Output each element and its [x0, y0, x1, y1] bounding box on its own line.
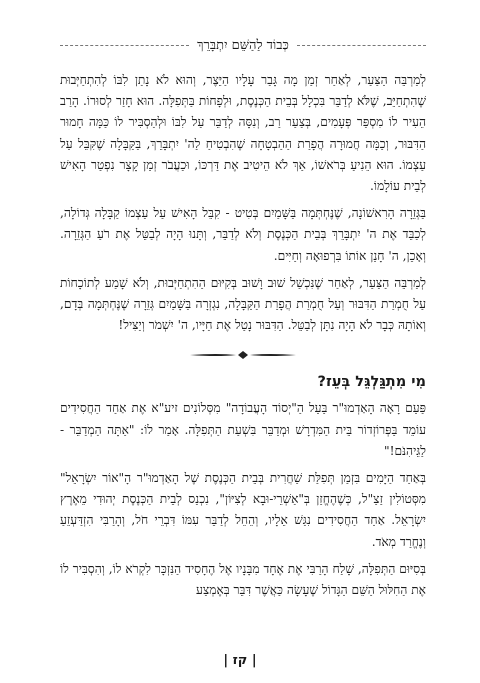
- page-number: | קז |: [223, 652, 257, 668]
- page-footer: [0, 648, 480, 672]
- header-rule-right: [297, 45, 426, 46]
- header-rule-left: [60, 45, 189, 46]
- paragraph: בְּסִיּוּם הַתְּפִלָּה, שָׁלַח הָרַבִּי אֶת אֶחָד מִבָּנָיו אֶל הֶחָסִיד הַנִּזְכָּר לִקְרֹא לוֹ, וְהִסְבִּיר לוֹ אֶת הַחִלּוּל הַשֵּׁם הַגָּדוֹל שֶׁעָשָׂה כַּאֲשֶׁר דִּבֵּר בְּאֶמְצַע: [60, 561, 426, 598]
- running-title: כְּבוֹד לַהַשֵּׁם יִתְבָּרֵךְ: [197, 38, 289, 53]
- divider-flourish-icon: [188, 350, 298, 360]
- page-body: [60, 70, 426, 607]
- paragraph: בְּאַחַד הַיָּמִים בִּזְמַן תְּפִלַּת שַׁחֲרִית בְּבֵית הַכְּנֶסֶת שֶׁל הָאַדְמוּ"ר הָ"אוֹר יִשְׂרָאֵל" מִסְּטוֹלִין זַצַ"ל, כְּשֶׁהֶחֱזַן בְּ"אַשְׁרֵי-וּבָא לְצִיּוֹן", נִכְנַס לְבֵית הַכְּנֶסֶת יְהוּדִי מֵאֶרֶץ יִשְׂרָאֵל. אַחַד הַחֲסִידִים נִגַּשׁ אֵלָיו, וְהֵחֵל לְדַבֵּר עִמּוֹ דִּבְרֵי חֹל, וְהָרַבִּי הִזְדַּעְזֵעַ וְנֶחֱרַד מְאֹד.: [60, 471, 426, 549]
- section-divider-ornament: [60, 344, 426, 366]
- paragraph: פַּעַם רָאָה הָאַדְמוּ"ר בַּעַל הַ"יְסוֹד הָעֲבוֹדָה" מִסְּלוֹנִים זיע"א אֶת אַחַד הַחֲסִידִים עוֹמֵד בַּפְּרוֹזְדוֹר בֵּית הַמִּדְרָשׁ וּמְדַבֵּר בִּשְׁעַת הַתְּפִלָּה. אָמַר לוֹ: "אַתָּה הַמְדַבֵּר - לַגֵּיהִנֹּם!": [60, 401, 426, 458]
- running-header: [60, 34, 426, 56]
- section-heading: מִי מִתְגַּלְגֵּל בְּעֵז?: [317, 374, 426, 391]
- paragraph: בַּגְּזֵרָה הָרִאשׁוֹנָה, שֶׁנֶּחְתְּמָה בַּשָּׁמַיִם בְּטִיט - קִבֵּל הָאִישׁ עַל עַצְמוֹ קַבָּלָה גְּדוֹלָה, לְכַבֵּד אֶת ה' יִתְבָּרֵךְ בְּבֵית הַכְּנֶסֶת וְלֹא לְדַבֵּר, וְתָּנוּ הָיָה לְבַטֵּל אֶת רֹעַ הַגְּזֵרָה. וְאָכֵן, ה' חָנַן אוֹתוֹ בִּרְפוּאָה וְחַיִּים.: [60, 206, 426, 263]
- paragraph: לְמַרְבֵּה הַצַּעַר, לְאַחַר זְמַן מָה גָּבַר עָלָיו הַיֵּצֶר, וְהוּא לֹא נָתַן לִבּוֹ לְהִתְחַיְּבוּת שֶׁהִתְחַיֵּב, שֶׁלֹּא לְדַבֵּר בִּכְלָל בְּבֵית הַכְּנֶסֶת, וּלְפָחוֹת בַּתְּפִלָּה. הוּא חָזַר לְסוּרוֹ. הָרַב הֵעִיר לוֹ מִסְפַּר פְּעָמִים, בְּצַעַר רַב, וְנִסָּה לְדַבֵּר עַל לִבּוֹ וּלְהַסְבִּיר לוֹ כַּמָּה חָמוּר הַדִּבּוּר, וְכַמָּה חֲמוּרָה הֲפָרַת הַהַבְטָחָה שֶׁהִבְטִיחַ לַה' יִתְבָּרֵךְ, בַּקַּבָּלָה שֶׁקִּבֵּל עַל עַצְמוֹ. הוּא הֵנִיעַ בְּרֹאשׁוֹ, אַךְ לֹא הֵיטִיב אֶת דַּרְכּוֹ, וּכַעֲבֹר זְמַן קָצָר נִפְטַר הָאִישׁ לְבֵית עוֹלָמוֹ.: [60, 73, 426, 194]
- paragraph: לְמַרְבֵּה הַצַּעַר, לְאַחַר שֶׁנִּכְשַׁל שׁוּב וָשׁוּב בְּקִיּוּם הַהִתְחַיְּבוּת, וְלֹא שָׁמַע לְתוֹכָחוֹת עַל חֻמְרַת הַדִּבּוּר וְעַל חֻמְרַת הֲפָרַת הַקַּבָּלָה, נִגְזְרָה בַּשָּׁמַיִם גְּזֵרָה שֶׁנֶּחְתְּמָה בְּדָם, וְאוֹתָהּ כְּבָר לֹא הָיָה נִתָּן לְבַטֵּל. הַדִּבּוּר נָטַל אֶת חַיָּיו, ה' יִשְׁמֹר וְיַצִּיל!: [60, 275, 426, 333]
